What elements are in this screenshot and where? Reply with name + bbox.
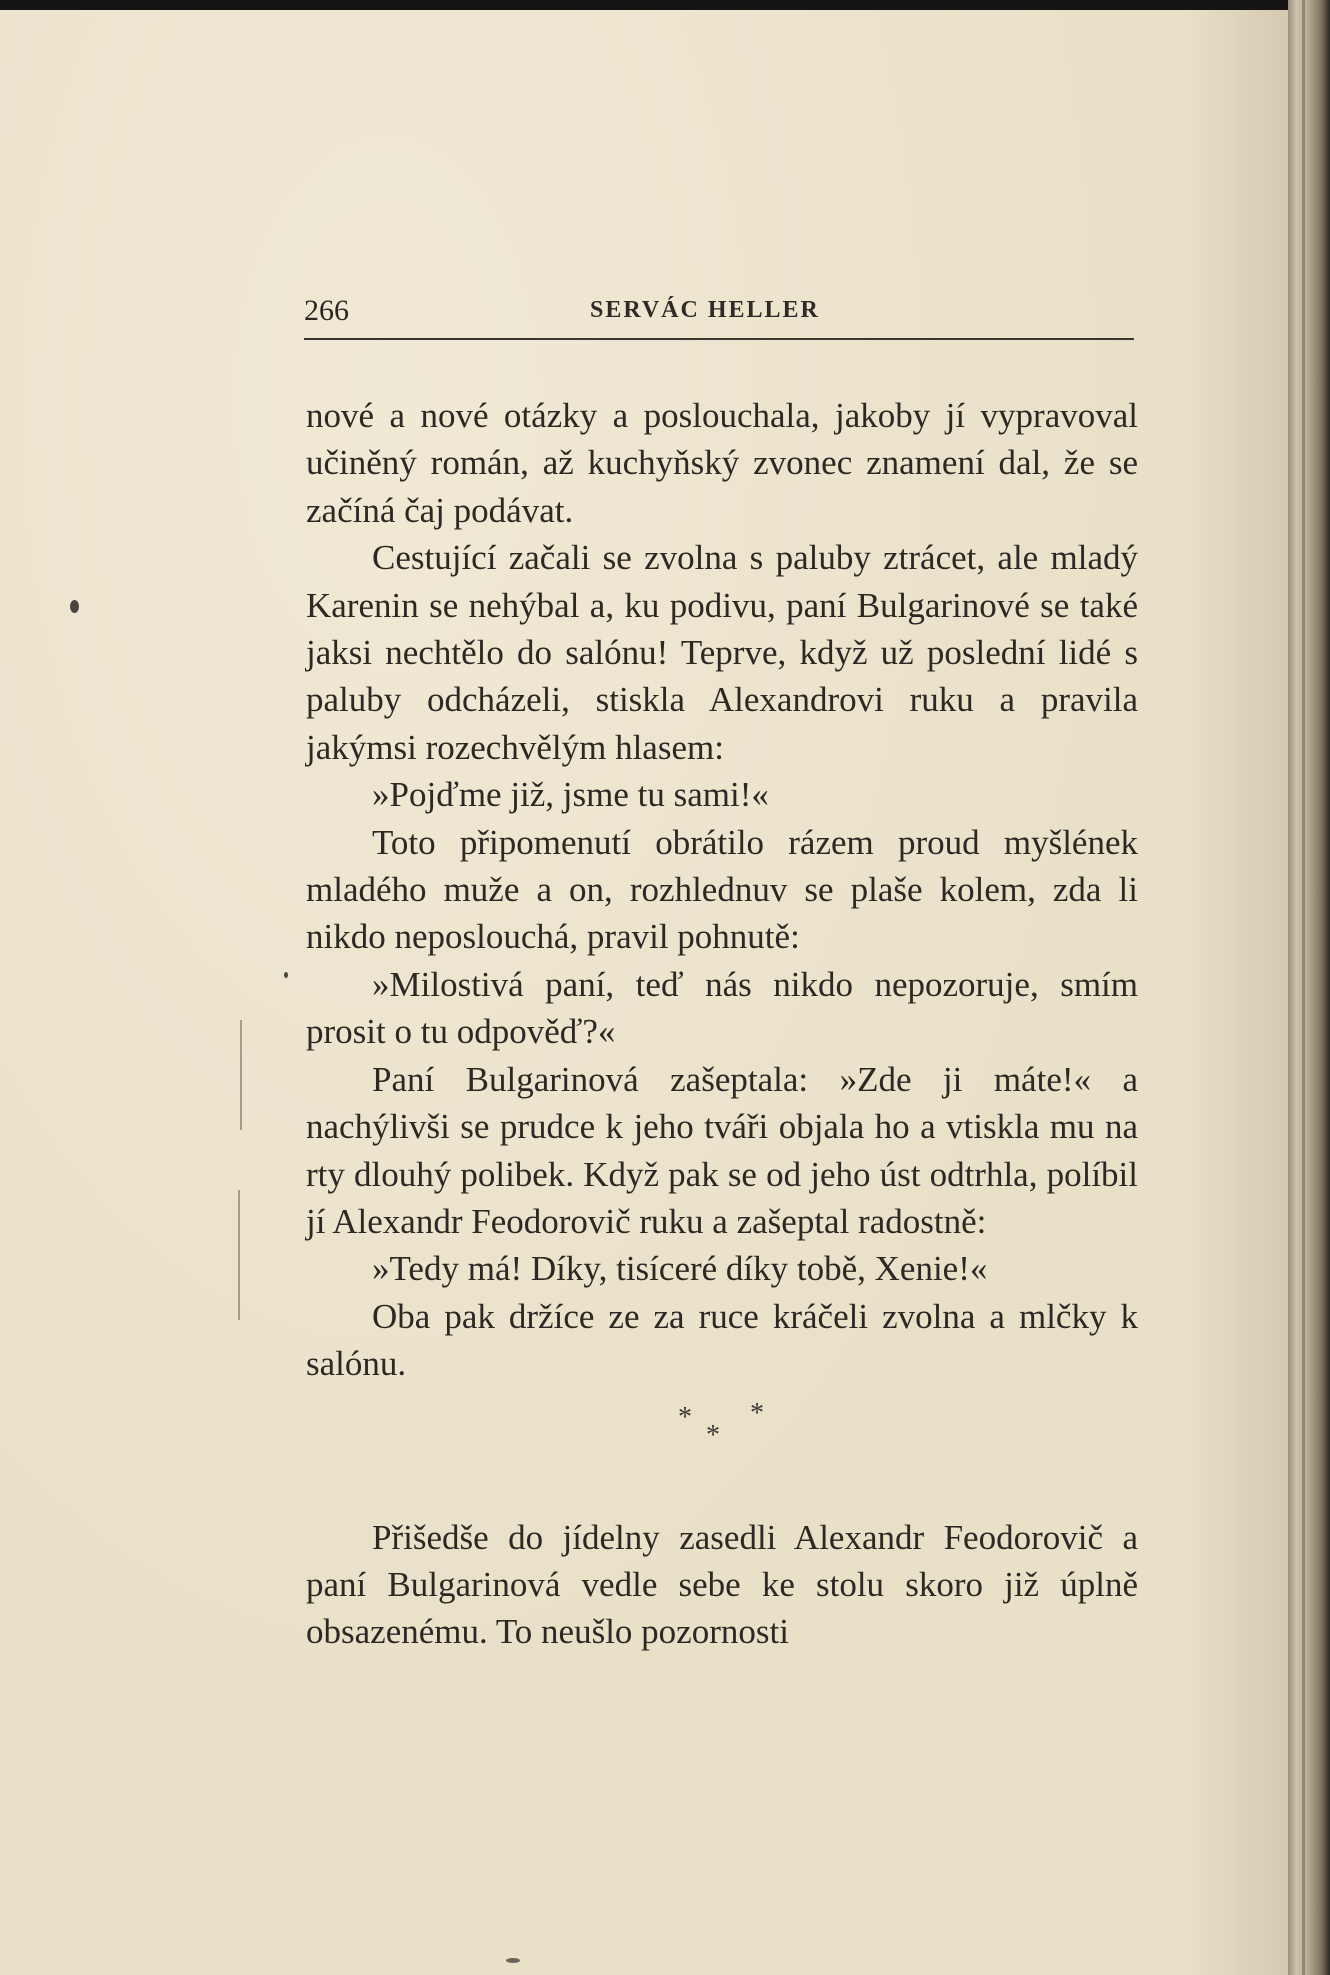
running-head <box>304 288 1134 340</box>
dialogue-line: »Pojďme již, jsme tu sami!« <box>372 775 769 815</box>
margin-speck <box>284 972 288 978</box>
page-number: 266 <box>304 294 349 327</box>
margin-pencil-line <box>238 1190 240 1320</box>
asterisk: * <box>750 1397 764 1429</box>
dialogue-line: »Tedy má! Díky, tisíceré díky tobě, Xenie!« <box>372 1249 988 1289</box>
running-title: SERVÁC HELLER <box>590 297 820 323</box>
page-edge <box>1288 0 1330 1975</box>
paragraph: Paní Bulgarinová zašeptala: »Zde ji máte!« a nachýlivši se prudce k jeho tváři objala ho a vtiskla mu na rty dlouhý polibek. Když pak se od jeho úst odtrhla, políbil jí Alexandr Feodorovič ruku a zašeptal radostně: <box>306 1059 1138 1241</box>
paragraph: Toto připomenutí obrátilo rázem proud myšlének mladého muže a on, rozhlednuv se plaše kolem, zda li nikdo neposlouchá, pravil pohnutě: <box>306 822 1138 957</box>
section-break <box>306 1388 1138 1514</box>
body-text <box>306 392 1138 1656</box>
dialogue-line: »Milostivá paní, teď nás nikdo nepozoruje, smím prosit o tu odpověď?« <box>306 964 1138 1052</box>
asterisk: * <box>678 1401 692 1433</box>
book-page <box>0 10 1288 1975</box>
margin-speck <box>70 600 79 613</box>
paragraph: nové a nové otázky a poslouchala, jakoby jí vypravoval učiněný román, až kuchyňský zvonec znamení dal, že se začíná čaj podávat. <box>306 396 1138 530</box>
paragraph: Oba pak držíce ze za ruce kráčeli zvolna a mlčky k salónu. <box>306 1296 1138 1384</box>
asterisk: * <box>706 1419 720 1451</box>
margin-pencil-line <box>240 1020 242 1130</box>
paragraph: Přišedše do jídelny zasedli Alexandr Feodorovič a paní Bulgarinová vedle sebe ke stolu skoro již úplně obsazenému. To neušlo pozornosti <box>306 1517 1138 1652</box>
page-speck <box>506 1958 520 1963</box>
paragraph: Cestující začali se zvolna s paluby ztrácet, ale mladý Karenin se nehýbal a, ku podivu, paní Bulgarinové se také jaksi nechtělo do salónu! Teprve, když už poslední lidé s paluby odcházeli, stiskla Alexandrovi ruku a pravila jakýmsi rozechvělým hlasem: <box>306 538 1138 767</box>
